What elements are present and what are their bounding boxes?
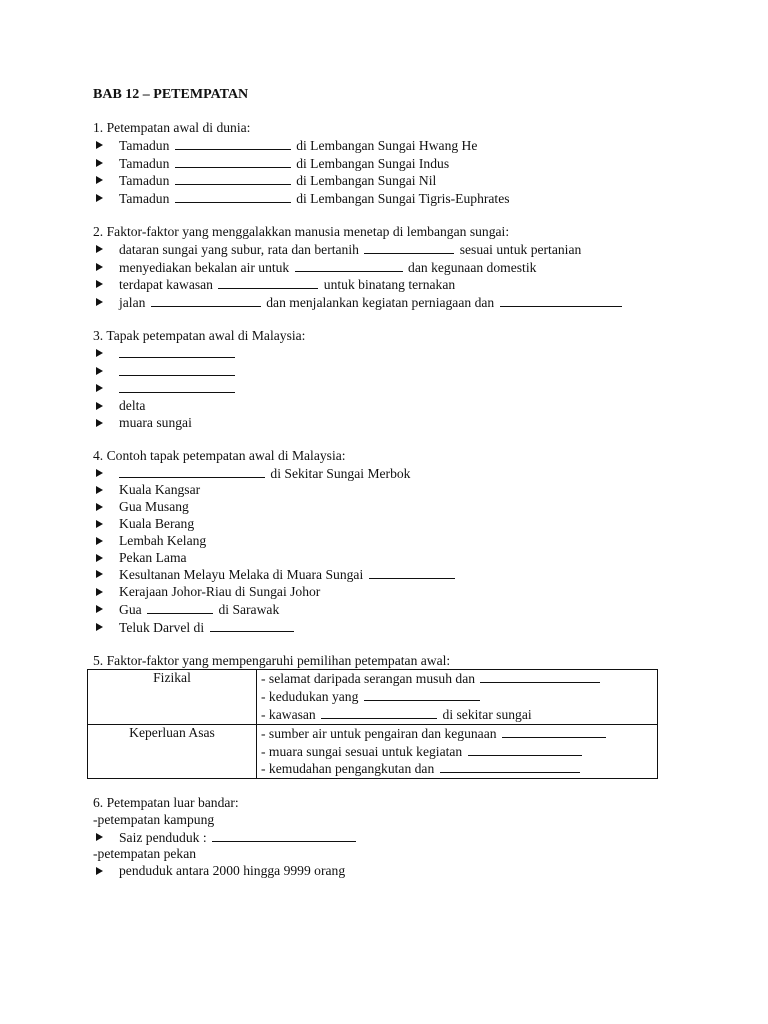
item-text: jalan [119,295,146,311]
list-item [93,566,673,584]
list-item [93,550,673,567]
arrow-bullet-icon [96,194,103,202]
table-cell-details [257,670,658,724]
list-item [93,863,673,880]
answer-blank[interactable] [500,294,622,307]
table-row [88,670,658,724]
arrow-bullet-icon [96,245,103,253]
arrow-bullet-icon [96,280,103,288]
section-3-heading: 3. Tapak petempatan awal di Malaysia: [93,327,306,343]
answer-blank[interactable] [212,829,356,842]
item-text: Gua Musang [119,499,189,515]
section-5 [93,653,673,780]
item-text: Kuala Berang [119,515,195,531]
item-text: Gua [119,601,142,617]
list-item [93,415,673,432]
item-text: delta [119,398,146,414]
answer-blank[interactable] [175,155,291,168]
section-2 [93,224,673,312]
answer-blank[interactable] [468,743,582,756]
row-text: - kemudahan pengangkutan dan [261,761,435,777]
list-item [93,190,673,208]
answer-blank[interactable] [218,276,318,289]
answer-blank[interactable] [119,363,235,376]
arrow-bullet-icon [96,349,103,357]
list-item [93,619,673,637]
row-text: - selamat daripada serangan musuh dan [261,671,476,687]
item-text: Tamadun [119,191,170,207]
answer-blank[interactable] [147,601,213,614]
list-item [93,465,673,483]
answer-blank[interactable] [440,760,580,773]
list-item [93,259,673,277]
list-item [93,601,673,619]
arrow-bullet-icon [96,520,103,528]
arrow-bullet-icon [96,867,103,875]
list-item [93,294,673,312]
kampung-label: -petempatan kampung [93,811,215,827]
answer-blank[interactable] [175,137,291,150]
answer-blank[interactable] [369,566,455,579]
table-cell-category: Fizikal [88,670,257,724]
section-3 [93,328,673,432]
item-text: Tamadun [119,137,170,153]
list-item [93,172,673,190]
answer-blank[interactable] [210,619,294,632]
table-row [88,724,658,778]
list-item [93,380,673,398]
item-text: dataran sungai yang subur, rata dan bertanih [119,241,359,257]
arrow-bullet-icon [96,176,103,184]
arrow-bullet-icon [96,298,103,306]
list-item [93,276,673,294]
item-text: di Sarawak [218,601,280,617]
answer-blank[interactable] [502,725,606,738]
row-text: - kawasan [261,706,316,722]
arrow-bullet-icon [96,537,103,545]
item-text: Kerajaan Johor-Riau di Sungai Johor [119,584,321,600]
item-text: muara sungai [119,414,192,430]
arrow-bullet-icon [96,554,103,562]
answer-blank[interactable] [480,670,600,683]
arrow-bullet-icon [96,833,103,841]
item-text: Tamadun [119,173,170,189]
list-item [93,482,673,499]
row-text: - sumber air untuk pengairan dan kegunaan [261,725,497,741]
section-1-heading: 1. Petempatan awal di dunia: [93,120,251,135]
factors-table [87,669,658,779]
list-item [93,363,673,381]
arrow-bullet-icon [96,469,103,477]
list-item [93,499,673,516]
section-6 [93,795,673,880]
item-text: penduduk antara 2000 hingga 9999 orang [119,863,346,879]
answer-blank[interactable] [364,241,454,254]
answer-blank[interactable] [119,380,235,393]
section-4 [93,448,673,637]
pekan-label: -petempatan pekan [93,846,197,862]
section-2-heading: 2. Faktor-faktor yang menggalakkan manusia menetap di lembangan sungai: [93,223,510,239]
item-text: Teluk Darvel di [119,619,205,635]
arrow-bullet-icon [96,419,103,427]
arrow-bullet-icon [96,159,103,167]
list-item [93,398,673,415]
arrow-bullet-icon [96,503,103,511]
list-item [93,155,673,173]
arrow-bullet-icon [96,605,103,613]
arrow-bullet-icon [96,141,103,149]
arrow-bullet-icon [96,402,103,410]
answer-blank[interactable] [295,259,403,272]
item-text: dan kegunaan domestik [408,259,537,275]
section-1 [93,120,673,208]
item-text: untuk binatang ternakan [323,277,456,293]
list-item [93,516,673,533]
item-text: di Lembangan Sungai Hwang He [296,137,478,153]
item-text: Kesultanan Melayu Melaka di Muara Sungai [119,567,364,583]
page-title: BAB 12 – PETEMPATAN [93,87,249,102]
answer-blank[interactable] [364,688,480,701]
list-item [93,345,673,363]
item-text: di Sekitar Sungai Merbok [270,465,411,481]
answer-blank[interactable] [151,294,261,307]
answer-blank[interactable] [175,172,291,185]
item-text: dan menjalankan kegiatan perniagaan dan [266,295,495,311]
list-item [93,584,673,601]
row-text: di sekitar sungai [442,706,532,722]
item-text: menyediakan bekalan air untuk [119,259,290,275]
list-item [93,241,673,259]
section-4-heading: 4. Contoh tapak petempatan awal di Malaysia: [93,447,346,463]
arrow-bullet-icon [96,367,103,375]
item-text: Pekan Lama [119,549,187,565]
item-text: di Lembangan Sungai Nil [296,173,437,189]
item-text: di Lembangan Sungai Indus [296,155,450,171]
list-item [93,829,673,847]
answer-blank[interactable] [321,706,437,719]
answer-blank[interactable] [175,190,291,203]
answer-blank[interactable] [119,345,235,358]
arrow-bullet-icon [96,623,103,631]
table-cell-category: Keperluan Asas [88,724,257,778]
row-text: - muara sungai sesuai untuk kegiatan [261,743,463,759]
arrow-bullet-icon [96,570,103,578]
arrow-bullet-icon [96,263,103,271]
arrow-bullet-icon [96,384,103,392]
item-text: Kuala Kangsar [119,482,201,498]
item-text: Tamadun [119,155,170,171]
table-cell-details [257,724,658,778]
document-content [93,86,673,896]
list-item [93,533,673,550]
item-text: sesuai untuk pertanian [459,241,582,257]
item-text: Saiz penduduk : [119,829,207,845]
item-text: di Lembangan Sungai Tigris-Euphrates [296,191,510,207]
row-text: - kedudukan yang [261,689,359,705]
item-text: terdapat kawasan [119,277,213,293]
section-5-heading: 5. Faktor-faktor yang mempengaruhi pemilihan petempatan awal: [93,652,451,668]
arrow-bullet-icon [96,588,103,596]
section-6-heading: 6. Petempatan luar bandar: [93,795,239,811]
answer-blank[interactable] [119,465,265,478]
arrow-bullet-icon [96,486,103,494]
list-item [93,137,673,155]
item-text: Lembah Kelang [119,532,207,548]
